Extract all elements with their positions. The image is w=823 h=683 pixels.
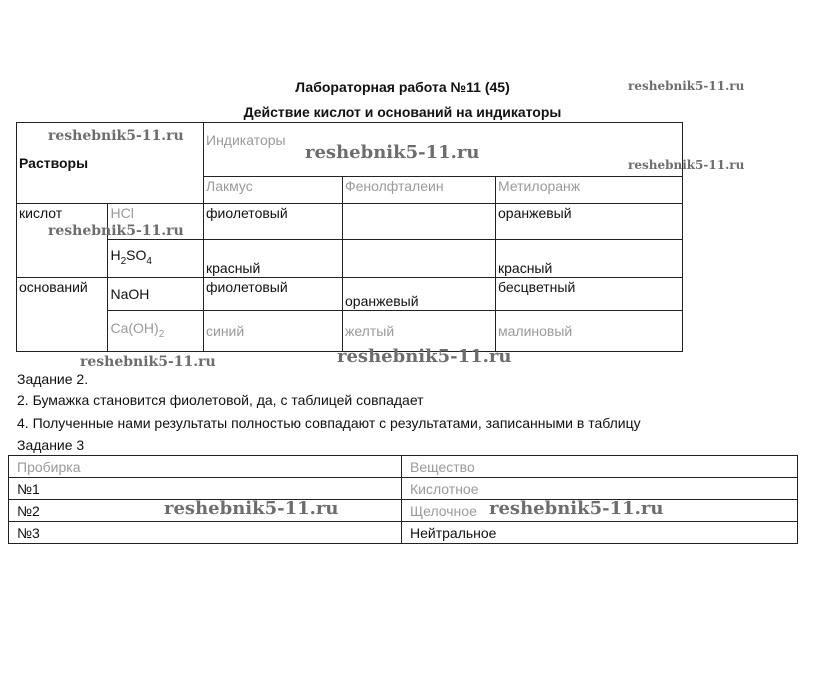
watermark: reshebnik5-11.ru	[628, 79, 745, 93]
task2-answer-2: 2. Бумажка становится фиолетовой, да, с таблицей совпадает	[17, 392, 424, 408]
substance-cell: Кислотное	[402, 478, 798, 500]
methyl-orange-cell: бесцветный	[496, 278, 683, 311]
table-row	[9, 478, 798, 500]
group-bases: оснований	[17, 278, 108, 352]
watermark: reshebnik5-11.ru	[628, 158, 745, 172]
task2-answer-4: 4. Полученные нами результаты полностью совпадают с результатами, записанными в таблицу	[17, 415, 641, 431]
header-methyl-orange: Метилоранж	[496, 177, 683, 204]
watermark: reshebnik5-11.ru	[48, 128, 184, 144]
table-row	[9, 500, 798, 522]
litmus-cell: фиолетовый	[204, 278, 343, 311]
substance-cell: Щелочное	[402, 500, 798, 522]
table-row	[9, 456, 798, 478]
watermark: reshebnik5-11.ru	[337, 346, 512, 367]
substance-cell: Нейтральное	[402, 522, 798, 544]
methyl-orange-cell: малиновый	[496, 311, 683, 352]
task3-table	[8, 455, 798, 544]
group-acids: кислот	[17, 204, 108, 278]
litmus-cell: синий	[204, 311, 343, 352]
task2-heading: Задание 2.	[17, 371, 89, 387]
header-phenolphthalein: Фенолфталеин	[343, 177, 496, 204]
header-litmus: Лакмус	[204, 177, 343, 204]
header-tube: Пробирка	[9, 456, 402, 478]
tube-cell: №2	[9, 500, 402, 522]
phenolphthalein-cell	[343, 204, 496, 240]
watermark: reshebnik5-11.ru	[489, 498, 664, 519]
page-subtitle: Действие кислот и оснований на индикаторы	[243, 104, 562, 120]
litmus-cell: фиолетовый	[204, 204, 343, 240]
watermark: reshebnik5-11.ru	[305, 142, 480, 163]
tube-cell: №3	[9, 522, 402, 544]
table-row	[9, 522, 798, 544]
tube-cell: №1	[9, 478, 402, 500]
methyl-orange-cell: оранжевый	[496, 204, 683, 240]
substance-cell: $Ca(OH)_2$	[108, 311, 204, 352]
phenolphthalein-cell: оранжевый	[343, 278, 496, 311]
litmus-cell: красный	[204, 240, 343, 278]
phenolphthalein-cell	[343, 240, 496, 278]
page-title: Лабораторная работа №11 (45)	[295, 79, 510, 95]
substance-cell: $H_2SO_4$	[108, 240, 204, 278]
header-indicators: Индикаторы	[204, 123, 683, 177]
phenolphthalein-cell: желтый	[343, 311, 496, 352]
watermark: reshebnik5-11.ru	[80, 354, 216, 370]
watermark: reshebnik5-11.ru	[164, 498, 339, 519]
header-solutions: Растворы	[17, 123, 204, 204]
substance-cell: NaOH	[108, 278, 204, 311]
watermark: reshebnik5-11.ru	[48, 223, 184, 239]
substance-cell: HCl	[108, 204, 204, 240]
task3-heading: Задание 3	[17, 437, 85, 453]
methyl-orange-cell: красный	[496, 240, 683, 278]
header-substance: Вещество	[402, 456, 798, 478]
